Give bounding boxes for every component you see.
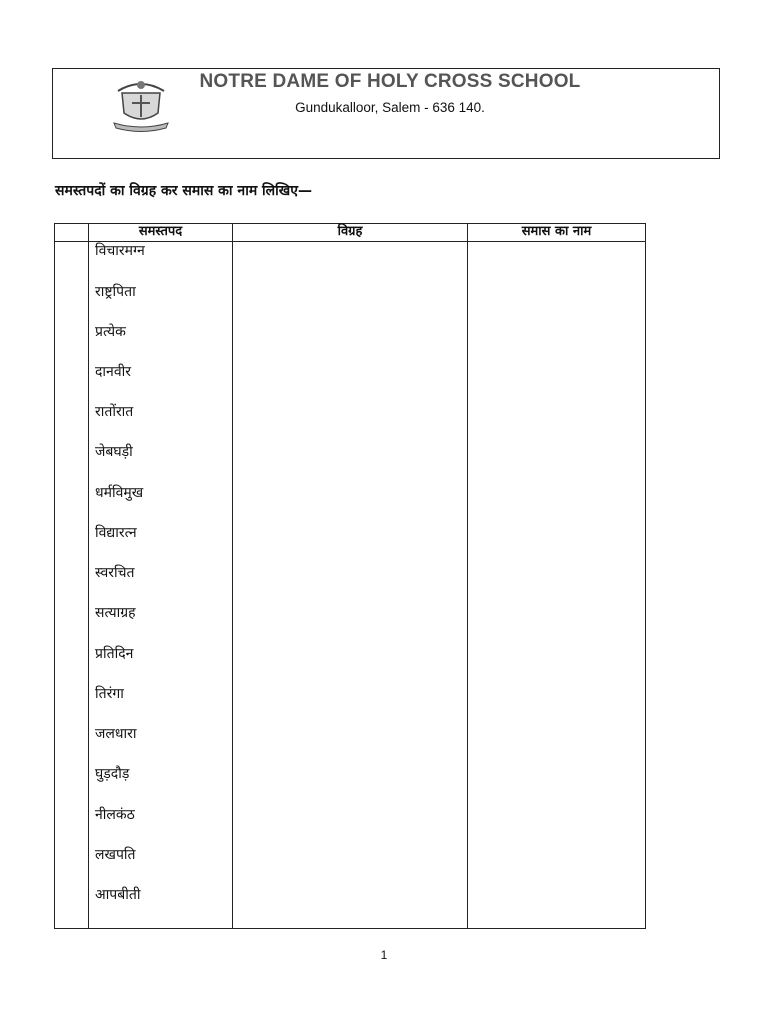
school-address: Gundukalloor, Salem - 636 140.	[295, 100, 485, 115]
column-header-analysis: विग्रह	[337, 224, 363, 239]
compound-word: आपबीती	[95, 887, 141, 903]
compound-word: तिरंगा	[95, 686, 124, 702]
page-number: 1	[380, 948, 388, 962]
table-divider-1	[88, 223, 89, 929]
table-divider-3	[467, 223, 468, 929]
school-header	[52, 68, 720, 159]
compound-word: जलधारा	[95, 726, 137, 742]
compound-word: धर्मविमुख	[95, 485, 144, 501]
table-bottom-border	[54, 928, 646, 929]
compound-word: नीलकंठ	[95, 807, 135, 823]
compound-word: प्रत्येक	[95, 324, 126, 340]
compound-word: विचारमग्न	[95, 243, 145, 259]
instruction-text: समस्तपदों का विग्रह कर समास का नाम लिखिए—	[55, 183, 312, 199]
school-name: NOTRE DAME OF HOLY CROSS SCHOOL	[199, 71, 581, 92]
compound-word: विद्यारत्न	[95, 525, 137, 541]
compound-word: स्वरचित	[95, 565, 135, 581]
compound-word: रातोंरात	[95, 404, 134, 420]
table-left-border	[54, 223, 55, 929]
school-crest-logo	[108, 73, 174, 133]
column-header-compound-word: समस्तपद	[138, 224, 183, 239]
table-divider-2	[232, 223, 233, 929]
compound-word: लखपति	[95, 847, 136, 863]
table-right-border	[645, 223, 646, 929]
compound-word: राष्ट्रपिता	[95, 284, 136, 300]
compound-word: सत्याग्रह	[95, 605, 136, 621]
compound-word: प्रतिदिन	[95, 646, 134, 662]
column-header-compound-name: समास का नाम	[521, 224, 592, 239]
compound-word: जेबघड़ी	[95, 444, 133, 460]
compound-word: दानवीर	[95, 364, 131, 380]
worksheet-table	[54, 223, 646, 929]
compound-word: घुड़दौड़	[95, 766, 130, 782]
